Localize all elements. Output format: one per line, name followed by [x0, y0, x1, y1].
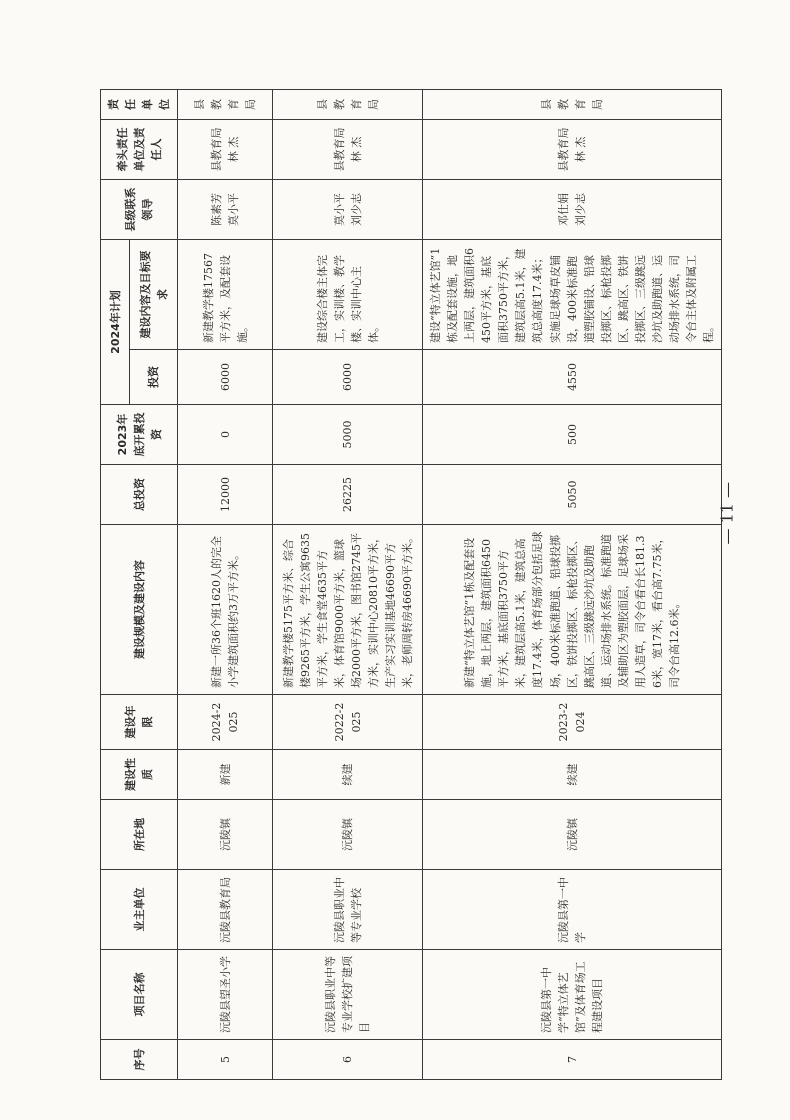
header-row	[101, 90, 130, 1080]
project-table-container	[100, 90, 715, 1080]
header-leader: 县级联系领导	[101, 180, 178, 240]
project-table	[100, 89, 722, 1080]
cell-plan-invest: 4550	[423, 350, 722, 405]
header-nature: 建设性质	[101, 750, 178, 800]
cell-location: 沅陵镇	[273, 800, 423, 870]
cell-seq: 7	[423, 1040, 722, 1080]
cell-owner: 沅陵县教育局	[178, 870, 273, 950]
cell-seq: 6	[273, 1040, 423, 1080]
table-row	[273, 90, 423, 1080]
header-project-name: 项目名称	[101, 950, 178, 1040]
page-number: — 11 —	[717, 481, 737, 545]
cell-project-name: 沅陵县职业中等专业学校扩建项目	[273, 950, 423, 1040]
cell-scale: 新建“特立体艺馆”1栋及配套设施，地上两层，建筑面积6450平方米，基底面积3750平方米，建筑层高5.1米，建筑总高度17.4米，体育场部分包括足球场，400米标准跑道、铅球投掷区，铁饼投掷区、标枪投掷区、跳高区、三级跳远沙坑及助跑道、运动场排水系统。标准跑道及辅助区为塑胶面层，足球场采用人造草，司令台看台长181.36米，宽17米，看台高7.75米，司令台高12.6米。	[423, 525, 722, 695]
header-owner: 业主单位	[101, 870, 178, 950]
header-total: 总投资	[101, 465, 178, 525]
cell-period: 2022-2025	[273, 695, 423, 750]
cell-nature: 新建	[178, 750, 273, 800]
cell-nature: 续建	[423, 750, 722, 800]
cell-owner: 沅陵县第一中学	[423, 870, 722, 950]
table-row	[178, 90, 273, 1080]
cell-lead-unit: 县教育局 林 杰	[423, 120, 722, 180]
cell-resp-unit: 县教育局	[273, 90, 423, 120]
cell-resp-unit: 县教育局	[423, 90, 722, 120]
cell-total: 5050	[423, 465, 722, 525]
cell-scale: 新建一所36个班1620人的完全小学建筑面积约3万平方米。	[178, 525, 273, 695]
cell-accum: 500	[423, 405, 722, 465]
cell-plan-content: 新建教学楼17567平方米，及配套设施。	[178, 240, 273, 350]
cell-project-name: 沅陵县第一中学“特立体艺馆”及体育场工程建设项目	[423, 950, 722, 1040]
cell-seq: 5	[178, 1040, 273, 1080]
cell-owner: 沅陵县职业中等专业学校	[273, 870, 423, 950]
cell-project-name: 沅陵县望圣小学	[178, 950, 273, 1040]
header-period: 建设年限	[101, 695, 178, 750]
cell-leader: 邓仕娟 刘少志	[423, 180, 722, 240]
cell-leader: 陈素芳 莫小平	[178, 180, 273, 240]
cell-accum: 5000	[273, 405, 423, 465]
cell-plan-content: 建设综合楼主体完工，实训楼、教学楼、实训中心主体。	[273, 240, 423, 350]
header-plan-invest: 投资	[130, 350, 178, 405]
header-lead-unit: 牵头责任单位及责任人	[101, 120, 178, 180]
header-seq: 序号	[101, 1040, 178, 1080]
header-accum: 2023年底开累投资	[101, 405, 178, 465]
header-location: 所在地	[101, 800, 178, 870]
cell-total: 26225	[273, 465, 423, 525]
cell-lead-unit: 县教育局 林 杰	[273, 120, 423, 180]
cell-location: 沅陵镇	[178, 800, 273, 870]
cell-lead-unit: 县教育局 林 杰	[178, 120, 273, 180]
header-plan-content: 建设内容及目标要求	[130, 240, 178, 350]
cell-period: 2023-2024	[423, 695, 722, 750]
cell-resp-unit: 县教育局	[178, 90, 273, 120]
table-row	[423, 90, 722, 1080]
header-scale: 建设规模及建设内容	[101, 525, 178, 695]
cell-plan-invest: 6000	[178, 350, 273, 405]
header-resp-unit: 责任单位	[101, 90, 178, 120]
cell-scale: 新建教学楼5175平方米、综合楼9265平方米，学生公寓9635平方米，学生食堂4635平方米，体育馆9000平方米，篮球场2000平方米，图书馆2745平方米，实训中心20810平方米，生产实习实训基地46690平方米，老师周转房46690平方米。	[273, 525, 423, 695]
cell-location: 沅陵镇	[423, 800, 722, 870]
cell-total: 12000	[178, 465, 273, 525]
header-plan-2024: 2024年计划	[101, 240, 130, 405]
cell-plan-invest: 6000	[273, 350, 423, 405]
cell-accum: 0	[178, 405, 273, 465]
cell-nature: 续建	[273, 750, 423, 800]
cell-period: 2024-2025	[178, 695, 273, 750]
cell-leader: 莫小平 刘少志	[273, 180, 423, 240]
cell-plan-content: 建设“特立体艺馆”1栋及配套设施，地上两层，建筑面积6450平方米，基底面积3750平方米，建筑层高5.1米，建筑总高度17.4米；实施足球场草皮铺设，400米标准跑道塑胶铺设、铅球投掷区、标枪投掷区、跳高区、铁饼投掷区、三级跳远沙坑及助跑道、运动场排水系统，司令台主体及附属工程。	[423, 240, 722, 350]
